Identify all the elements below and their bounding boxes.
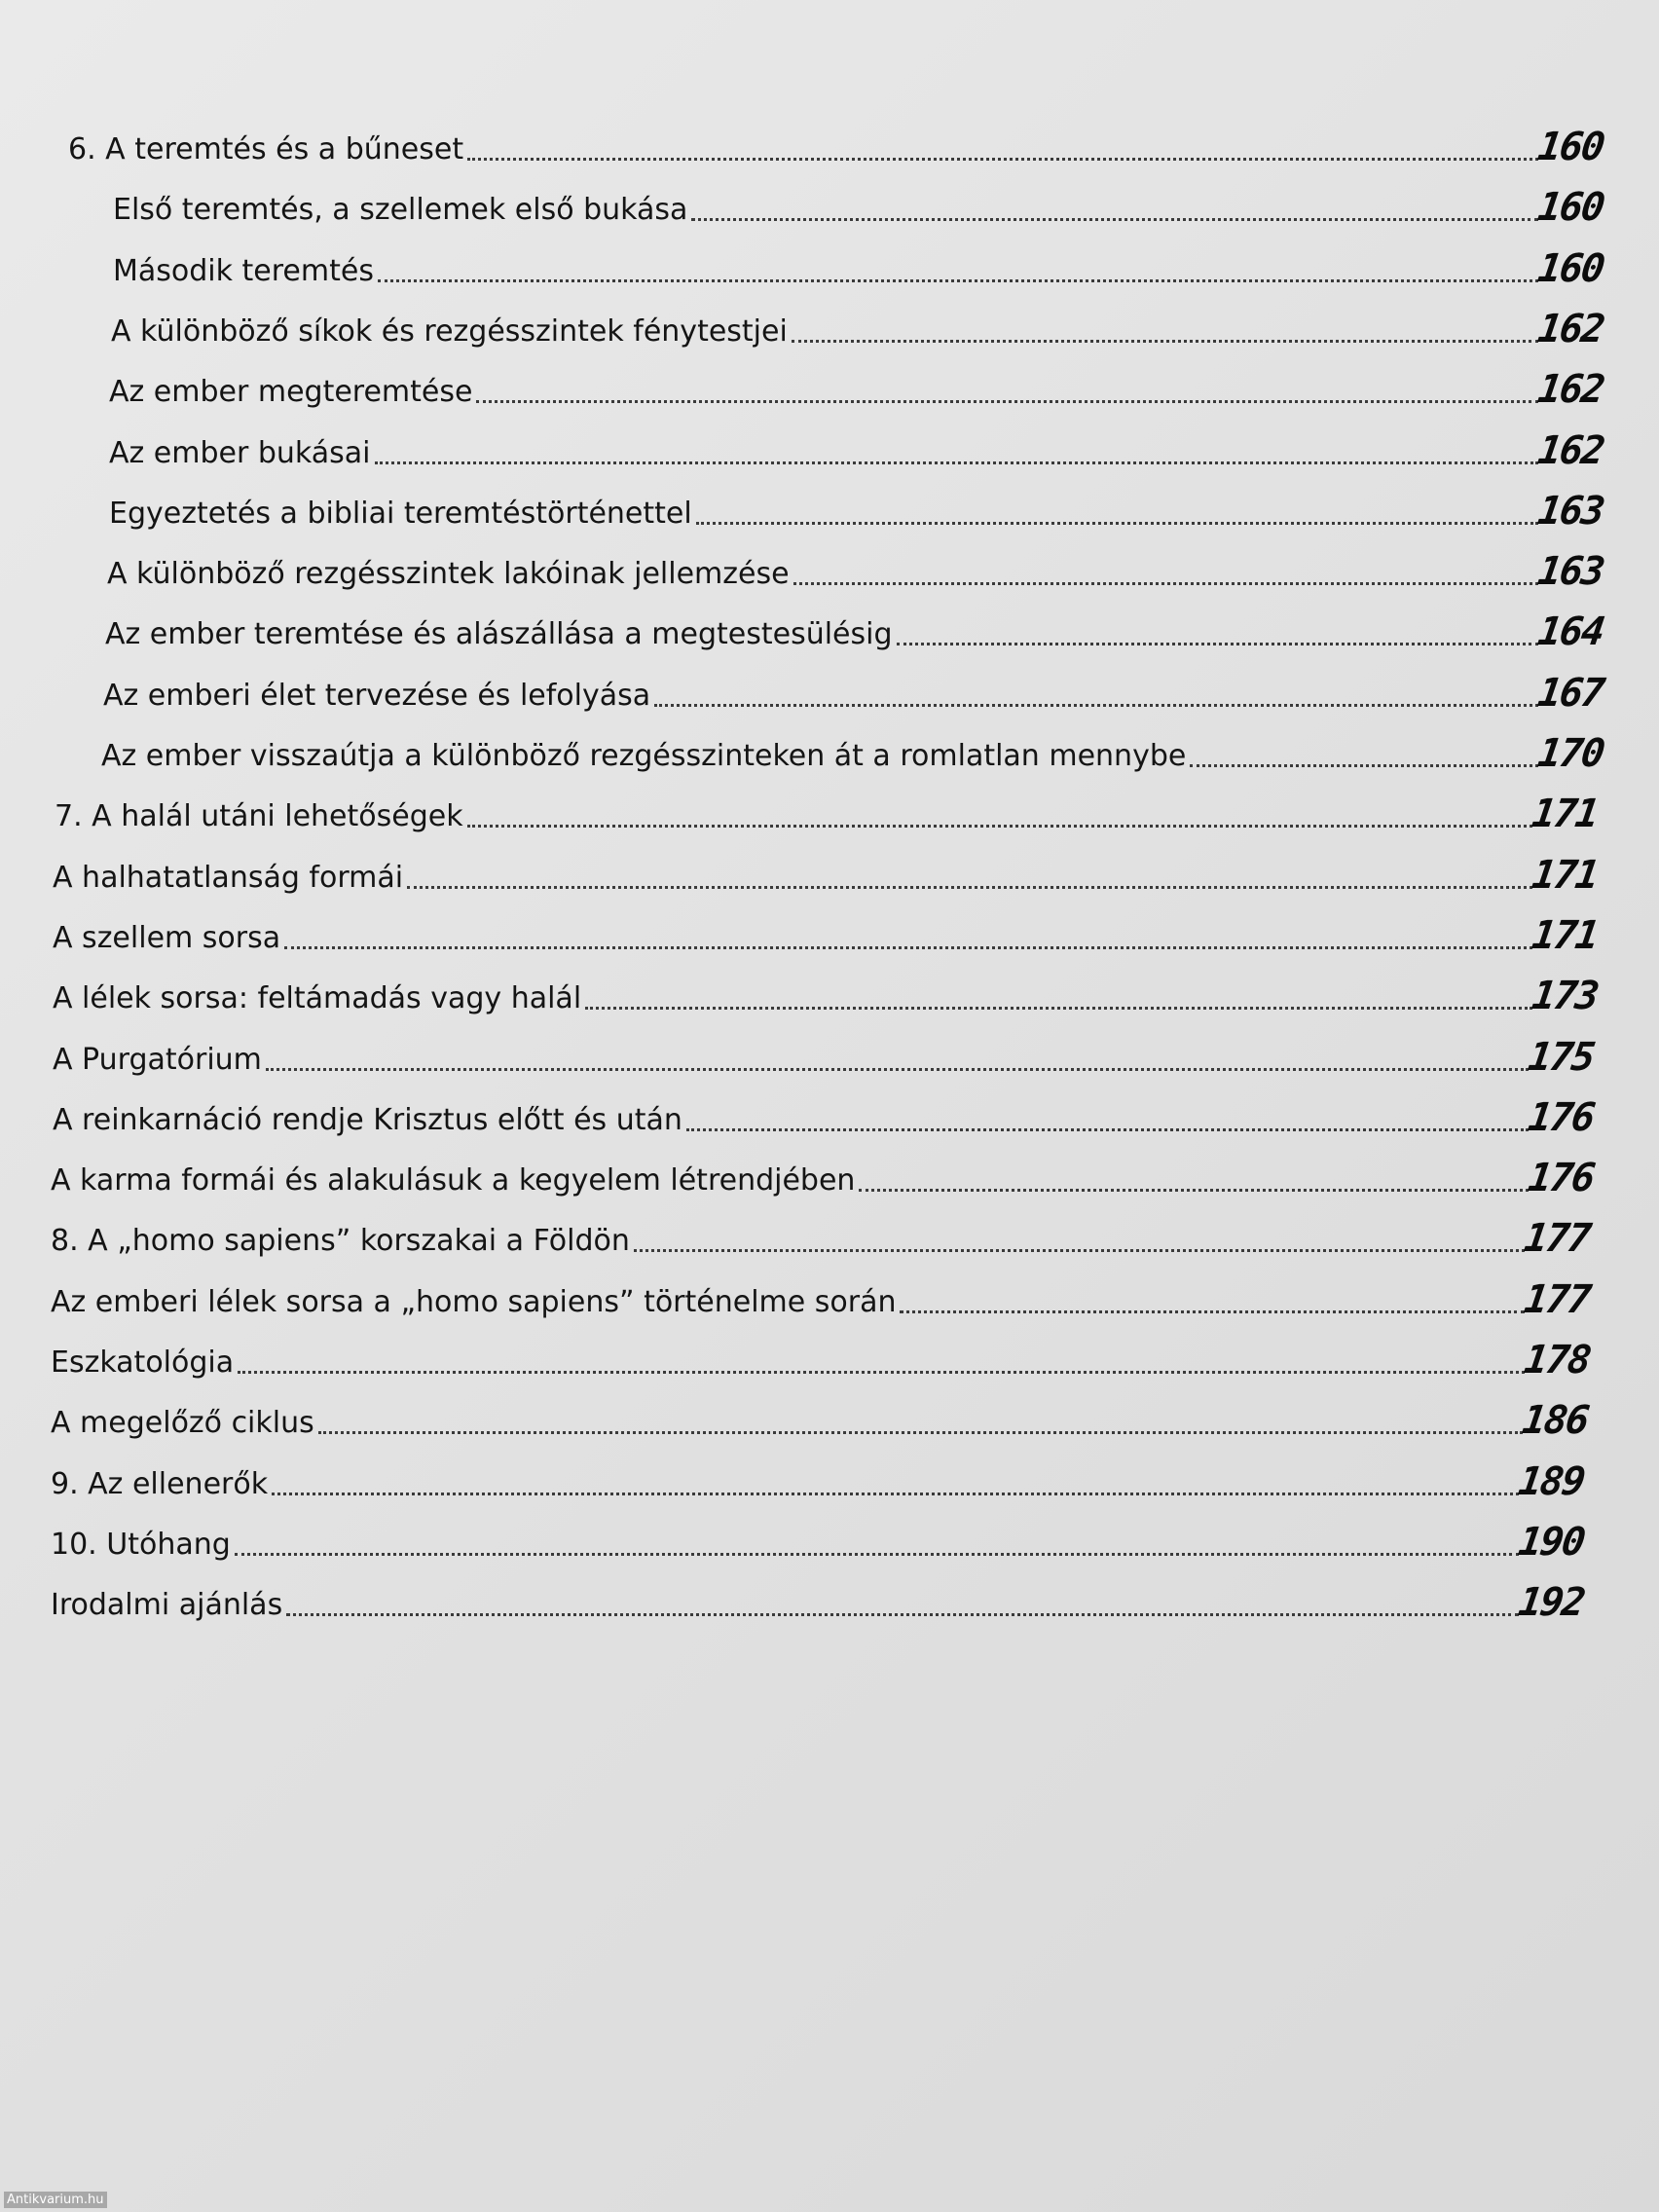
toc-entry-page-number: 160: [1534, 125, 1606, 169]
dot-leader: [897, 642, 1538, 645]
toc-entry: [51, 1328, 1593, 1382]
toc-entry: [101, 721, 1606, 776]
toc-entry-page-number: 177: [1521, 1216, 1593, 1261]
toc-entry-title: A különböző síkok és rezgésszintek fénytestjei: [111, 314, 788, 349]
toc-entry: [68, 115, 1606, 169]
toc-entry: [53, 903, 1601, 958]
toc-entry-title: 10. Utóhang: [51, 1528, 231, 1562]
dot-leader: [1190, 763, 1538, 767]
toc-entry: [51, 1206, 1593, 1261]
toc-entry: [113, 175, 1606, 230]
dot-leader: [467, 824, 1532, 828]
toc-entry: [53, 1086, 1597, 1140]
dot-leader: [654, 703, 1538, 707]
dot-leader: [696, 521, 1538, 525]
toc-entry-title: Az emberi lélek sorsa a „homo sapiens” történelme során: [51, 1285, 897, 1319]
toc-entry: [55, 782, 1601, 836]
toc-entry: [51, 1570, 1587, 1625]
toc-entry: [103, 661, 1606, 716]
toc-entry-page-number: 178: [1521, 1338, 1593, 1382]
toc-entry-page-number: 163: [1534, 489, 1606, 534]
dot-leader: [284, 945, 1532, 949]
toc-entry-title: A megelőző ciklus: [51, 1406, 314, 1440]
toc-entry-title: Az emberi élet tervezése és lefolyása: [103, 679, 651, 713]
toc-entry-page-number: 173: [1529, 974, 1601, 1018]
toc-entry-page-number: 189: [1515, 1459, 1587, 1504]
dot-leader: [686, 1127, 1529, 1131]
dot-leader: [266, 1067, 1529, 1071]
toc-entry-page-number: 175: [1525, 1035, 1597, 1080]
toc-entry-page-number: 160: [1534, 185, 1606, 230]
dot-leader: [900, 1309, 1525, 1313]
toc-entry: [109, 419, 1606, 473]
toc-entry-title: A különböző rezgésszintek lakóinak jellemzése: [107, 557, 790, 591]
dot-leader: [585, 1006, 1532, 1010]
dot-leader: [238, 1370, 1525, 1374]
toc-entry: [51, 1146, 1597, 1200]
toc-entry-title: A szellem sorsa: [53, 921, 281, 955]
toc-entry-page-number: 192: [1515, 1580, 1587, 1625]
toc-entry-page-number: 176: [1525, 1095, 1597, 1140]
toc-entry-title: Első teremtés, a szellemek első bukása: [113, 193, 688, 227]
dot-leader: [467, 157, 1538, 161]
toc-entry: [51, 1268, 1593, 1322]
dot-leader: [375, 461, 1539, 464]
toc-entry: [109, 479, 1606, 534]
toc-entry-page-number: 160: [1534, 246, 1606, 291]
toc-entry-page-number: 170: [1534, 731, 1606, 776]
dot-leader: [859, 1188, 1529, 1192]
dot-leader: [286, 1612, 1519, 1616]
toc-entry-title: 7. A halál utáni lehetőségek: [55, 799, 463, 833]
dot-leader: [476, 399, 1538, 403]
toc-entry: [113, 237, 1606, 291]
toc-entry: [111, 297, 1606, 351]
toc-entry: [51, 1388, 1591, 1443]
toc-entry-title: Az ember megteremtése: [109, 375, 473, 409]
toc-entry: [107, 539, 1606, 594]
dot-leader: [634, 1248, 1525, 1252]
toc-entry: [51, 1510, 1587, 1565]
toc-entry-page-number: 162: [1534, 428, 1606, 473]
toc-entry-page-number: 164: [1534, 609, 1606, 654]
dot-leader: [407, 885, 1532, 889]
toc-entry-title: Az ember visszaútja a különböző rezgésszinteken át a romlatlan mennybe: [101, 739, 1187, 773]
dot-leader: [272, 1492, 1519, 1495]
dot-leader: [691, 217, 1538, 221]
toc-entry-page-number: 163: [1534, 549, 1606, 594]
toc-entry-title: A reinkarnáció rendje Krisztus előtt és után: [53, 1103, 682, 1137]
toc-entry-title: A karma formái és alakulásuk a kegyelem létrendjében: [51, 1163, 856, 1198]
toc-entry-page-number: 186: [1519, 1398, 1591, 1443]
toc-entry-title: A halhatatlanság formái: [53, 861, 404, 895]
toc-entry-title: Második teremtés: [113, 254, 374, 288]
toc-entry: [53, 843, 1601, 898]
toc-entry-page-number: 162: [1534, 367, 1606, 412]
toc-entry-title: A Purgatórium: [53, 1043, 262, 1077]
toc-entry-title: Eszkatológia: [51, 1346, 235, 1380]
toc-entry: [53, 964, 1601, 1018]
toc-entry: [105, 600, 1606, 654]
toc-entry-title: 8. A „homo sapiens” korszakai a Földön: [51, 1224, 630, 1258]
dot-leader: [318, 1430, 1523, 1434]
toc-entry-page-number: 171: [1529, 792, 1601, 836]
toc-entry-title: Egyeztetés a bibliai teremtéstörténettel: [109, 497, 692, 531]
dot-leader: [793, 581, 1538, 585]
toc-entry-title: Irodalmi ajánlás: [51, 1588, 283, 1622]
toc-entry-page-number: 171: [1529, 853, 1601, 898]
toc-entry: [51, 1450, 1587, 1504]
dot-leader: [235, 1552, 1519, 1556]
toc-entry: [53, 1025, 1597, 1080]
watermark: Antikvarium.hu: [4, 2192, 107, 2208]
toc-entry-title: 9. Az ellenerők: [51, 1467, 269, 1501]
dot-leader: [792, 339, 1538, 343]
dot-leader: [378, 278, 1538, 282]
toc-entry-page-number: 177: [1521, 1277, 1593, 1322]
toc-entry-title: Az ember bukásai: [109, 436, 371, 470]
toc-entry-title: A lélek sorsa: feltámadás vagy halál: [53, 981, 582, 1015]
toc-entry-page-number: 171: [1529, 913, 1601, 958]
toc-entry-title: 6. A teremtés és a bűneset: [68, 132, 464, 166]
toc-entry-page-number: 162: [1534, 307, 1606, 351]
toc-entry: [109, 357, 1606, 412]
toc-entry-title: Az ember teremtése és alászállása a megtestesülésig: [105, 617, 893, 651]
toc-entry-page-number: 167: [1534, 671, 1606, 716]
toc-entry-page-number: 176: [1525, 1156, 1597, 1200]
toc-entry-page-number: 190: [1515, 1520, 1587, 1565]
